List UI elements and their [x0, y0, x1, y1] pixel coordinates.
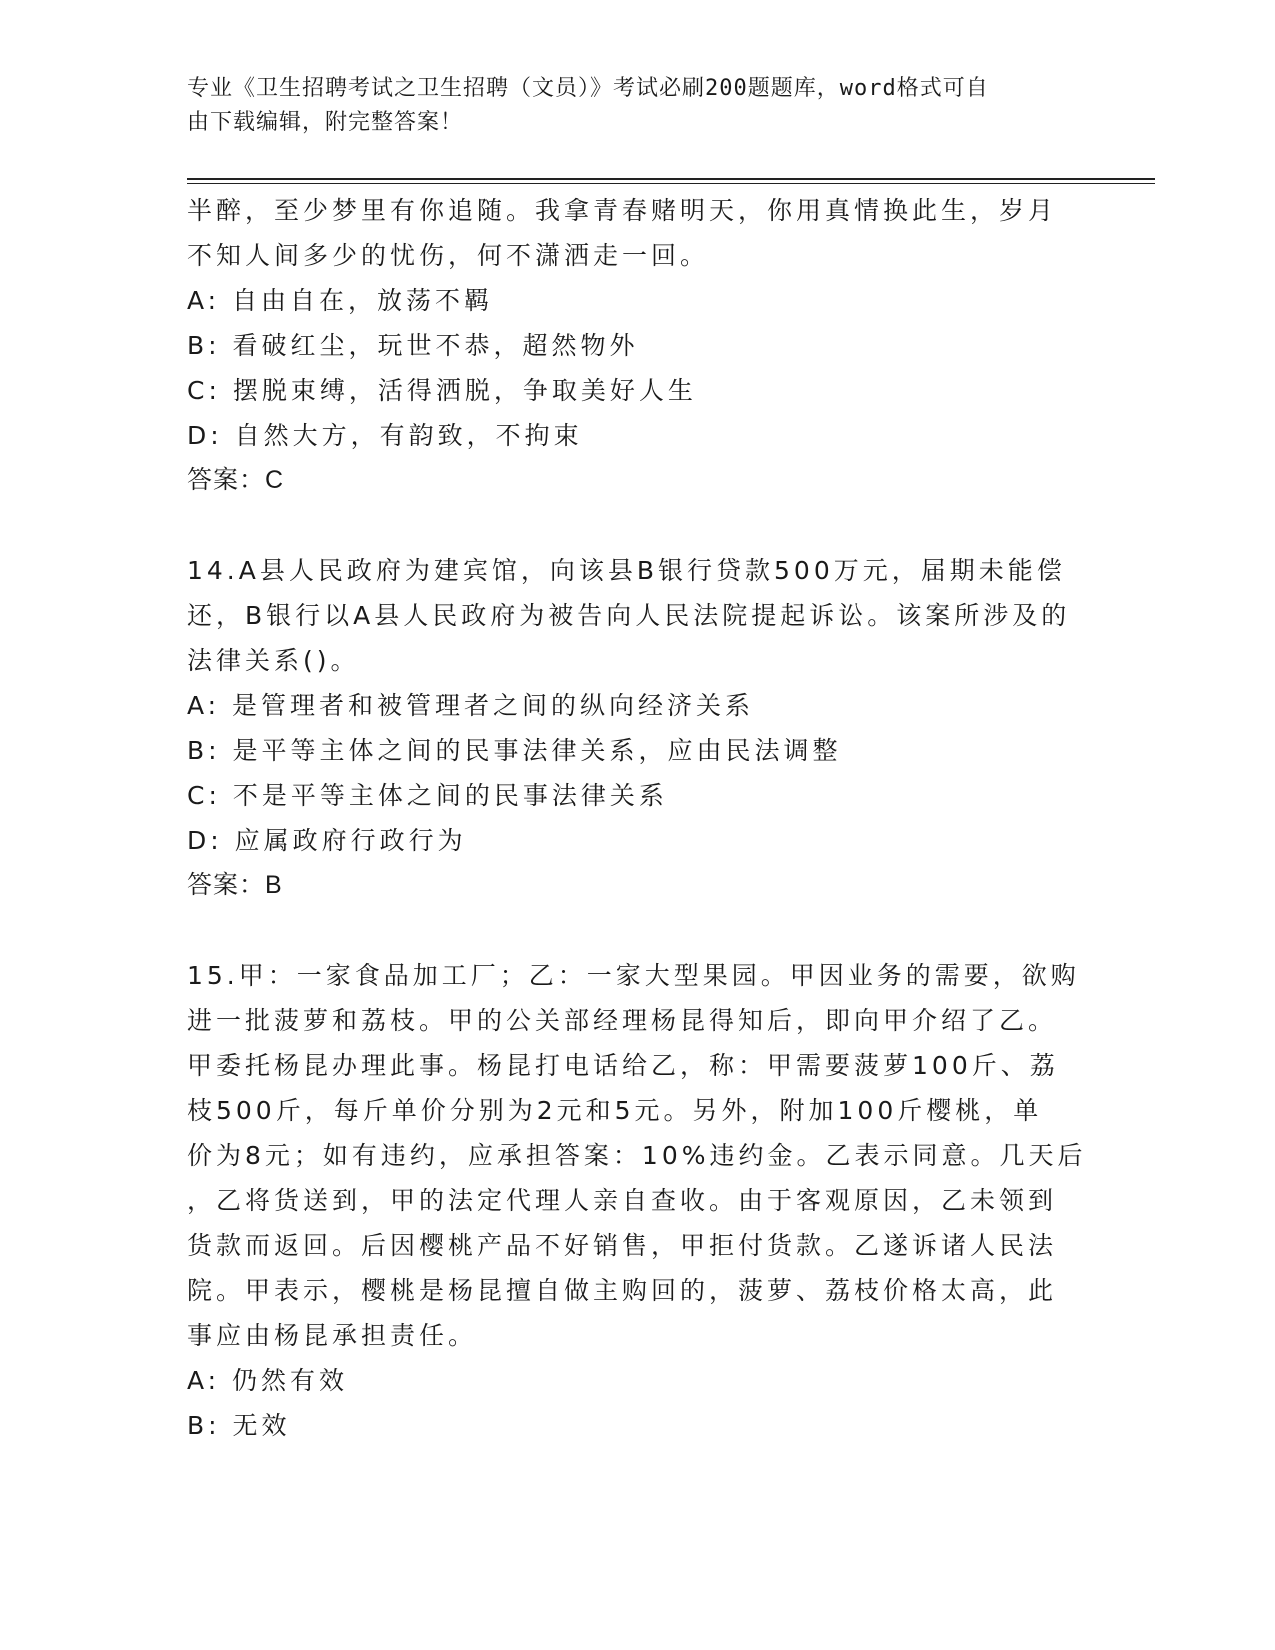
question-13-stem-line: 半醉，至少梦里有你追随。我拿青春赌明天，你用真情换此生，岁月 [187, 196, 1058, 225]
question-14-option-c: C: 不是平等主体之间的民事法律关系 [187, 781, 668, 810]
spacer [187, 503, 1087, 548]
question-15-stem-line: 货款而返回。后因樱桃产品不好销售，甲拒付货款。乙遂诉诸人民法 [187, 1231, 1058, 1260]
question-15-stem-line: 进一批菠萝和荔枝。甲的公关部经理杨昆得知后，即向甲介绍了乙。 [187, 1006, 1058, 1035]
question-15-stem-line: 事应由杨昆承担责任。 [187, 1321, 478, 1350]
question-14-option-b: B: 是平等主体之间的民事法律关系，应由民法调整 [187, 736, 842, 765]
document-header [187, 72, 1067, 140]
question-14-stem-line: 14.A县人民政府为建宾馆，向该县B银行贷款500万元，届期未能偿 [187, 556, 1066, 585]
question-13-option-c: C: 摆脱束缚，活得洒脱，争取美好人生 [187, 376, 697, 405]
header-divider-thin [187, 183, 1155, 184]
question-content [187, 188, 1087, 1448]
question-15-stem-line: 甲委托杨昆办理此事。杨昆打电话给乙，称：甲需要菠萝100斤、荔 [187, 1051, 1059, 1080]
question-15-block [187, 953, 1087, 1448]
question-15-stem-line: 价为8元；如有违约，应承担答案：10%违约金。乙表示同意。几天后 [187, 1141, 1087, 1170]
question-14-block [187, 548, 1087, 908]
spacer [187, 908, 1087, 953]
question-13-option-a: A: 自由自在，放荡不羁 [187, 286, 494, 315]
question-15-stem-line: ，乙将货送到，甲的法定代理人亲自查收。由于客观原因，乙未领到 [187, 1186, 1058, 1215]
question-15-option-a: A: 仍然有效 [187, 1366, 349, 1395]
header-title-line-1: 专业《卫生招聘考试之卫生招聘（文员）》考试必刷200题题库，word格式可自 [187, 76, 989, 101]
header-title-line-2: 由下载编辑，附完整答案！ [187, 110, 464, 135]
question-15-option-b: B: 无效 [187, 1411, 291, 1440]
question-13-block [187, 188, 1087, 503]
question-14-answer: 答案：B [187, 871, 283, 899]
question-15-stem-line: 院。甲表示，樱桃是杨昆擅自做主购回的，菠萝、荔枝价格太高，此 [187, 1276, 1058, 1305]
question-13-stem-line: 不知人间多少的忧伤，何不潇洒走一回。 [187, 241, 710, 270]
question-14-option-d: D: 应属政府行政行为 [187, 826, 467, 855]
question-13-answer: 答案：C [187, 466, 285, 494]
header-divider-thick [187, 178, 1155, 180]
question-14-stem-line: 还，B银行以A县人民政府为被告向人民法院提起诉讼。该案所涉及的 [187, 601, 1071, 630]
question-14-option-a: A: 是管理者和被管理者之间的纵向经济关系 [187, 691, 755, 720]
question-15-stem-line: 枝500斤，每斤单价分别为2元和5元。另外，附加100斤樱桃，单 [187, 1096, 1043, 1125]
question-13-option-d: D: 自然大方，有韵致，不拘束 [187, 421, 583, 450]
question-14-stem-line: 法律关系()。 [187, 646, 360, 675]
question-15-stem-line: 15.甲：一家食品加工厂；乙：一家大型果园。甲因业务的需要，欲购 [187, 961, 1080, 990]
question-13-option-b: B: 看破红尘，玩世不恭，超然物外 [187, 331, 639, 360]
